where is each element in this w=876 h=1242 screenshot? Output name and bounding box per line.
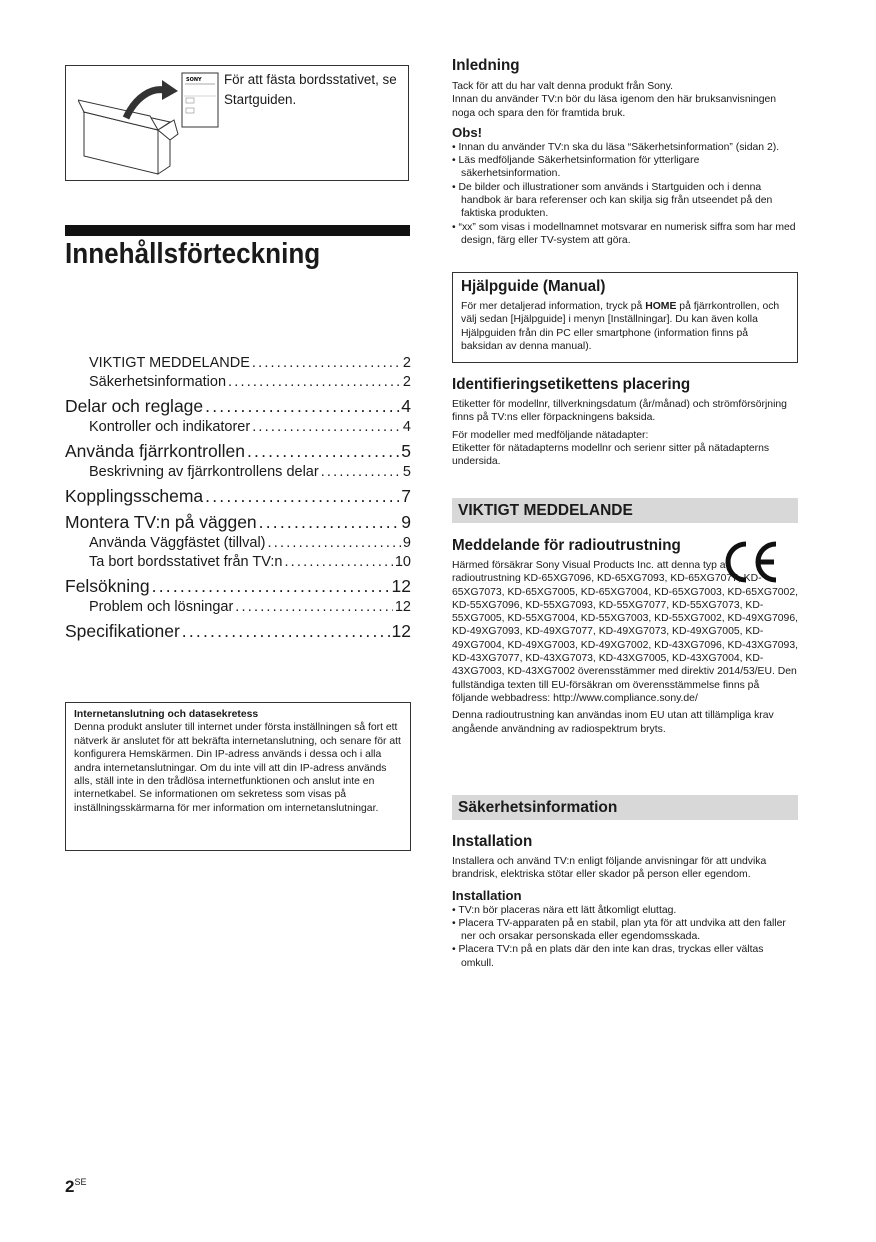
- toc-title-bar: [65, 225, 410, 236]
- privacy-notice-box: [65, 702, 411, 851]
- radio-equipment-paragraph-1: Härmed försäkrar Sony Visual Products Inc. att denna typ av radioutrustning KD-65XG7096, KD-65XG7093, KD-65XG7077, KD-65XG7073, KD-65XG7005, KD-65XG7004, KD-65XG7003, KD-65XG7002, KD-55XG7096, KD-55XG7093, KD-55XG7077, KD-55XG7073, KD-55XG7005, KD-55XG7004, KD-55XG7003, KD-55XG7002, KD-49XG7096, KD-49XG7093, KD-49XG7077, KD-49XG7073, KD-49XG7005, KD-49XG7004, KD-49XG7003, KD-49XG7002, KD-43XG7096, KD-43XG7093, KD-43XG7077, KD-43XG7073, KD-43XG7005, KD-43XG7004, KD-43XG7003, KD-43XG7002 överensstämmer med direktiv 2014/53/EU. Den fullständiga texten till EU-försäkran om överensstämmelse finns på följande webbadress: http://www.compliance.sony.de/: [452, 560, 798, 704]
- installation-list: [452, 904, 798, 970]
- important-notice-band: VIKTIGT MEDDELANDE: [452, 498, 798, 523]
- box-with-guide-illustration: [78, 70, 223, 178]
- toc-entry[interactable]: Säkerhetsinformation ..... 2: [65, 373, 411, 392]
- stand-note-box: [65, 65, 409, 181]
- obs-heading: Obs!: [452, 124, 483, 140]
- intro-section: [452, 56, 798, 247]
- installation-section: [452, 832, 798, 970]
- list-item: • De bilder och illustrationer som används i Startguiden och i denna handbok är bara referenser och kan skilja sig från utseendet på den faktiska produkten.: [452, 181, 798, 221]
- toc-entry[interactable]: Montera TV:n på väggen ..... 9: [65, 511, 411, 534]
- safety-info-band: Säkerhetsinformation: [452, 795, 798, 820]
- stand-note-text: För att fästa bordsstativet, se Startguiden.: [224, 72, 397, 107]
- toc-entry[interactable]: Delar och reglage ..... 4: [65, 395, 411, 418]
- toc-entry[interactable]: Använda Väggfästet (tillval) ..... 9: [65, 534, 411, 553]
- home-key-label: HOME: [645, 301, 677, 312]
- toc-entry[interactable]: Problem och lösningar ..... 12: [65, 598, 411, 617]
- toc-entry[interactable]: Använda fjärrkontrollen ..... 5: [65, 440, 411, 463]
- list-item: • Läs medföljande Säkerhetsinformation för ytterligare säkerhetsinformation.: [452, 154, 798, 181]
- intro-paragraph-2: Innan du använder TV:n bör du läsa igenom den här bruksanvisningen noga och spara den för framtida bruk.: [452, 94, 777, 119]
- privacy-body: Denna produkt ansluter till internet under första inställningen så fort ett nätverk är anslutet för att bekräfta internetanslutning, och senare för att konfigurera Hemskärmen. Din IP-adress används i dessa och i alla andra internetanslutningar. Om du inte vill att din IP-adress används alls, ställ inte in den trådlösa internetfunktionen och anslut inte en internetkabel. Se informationen om sekretess som visas på inställningsskärmarna för mer information om internetanslutningar.: [74, 722, 401, 814]
- radio-equipment-heading: Meddelande för radioutrustning: [452, 537, 681, 554]
- list-item: • Innan du använder TV:n ska du läsa “Säkerhetsinformation” (sidan 2).: [452, 141, 798, 154]
- privacy-title: Internetanslutning och datasekretess: [74, 709, 259, 720]
- intro-paragraph-1: Tack för att du har valt denna produkt från Sony.: [452, 81, 674, 92]
- intro-heading: Inledning: [452, 57, 520, 74]
- toc-entry[interactable]: Ta bort bordsstativet från TV:n ..... 10: [65, 553, 411, 572]
- label-placement-section: [452, 375, 798, 468]
- toc-title: Innehållsförteckning: [65, 238, 321, 270]
- toc-entry[interactable]: Kopplingsschema ..... 7: [65, 485, 411, 508]
- toc-entry[interactable]: Beskrivning av fjärrkontrollens delar ..... 5: [65, 463, 411, 482]
- help-guide-heading: Hjälpguide (Manual): [461, 278, 606, 295]
- ce-mark-icon: [722, 540, 780, 584]
- list-item: • Placera TV-apparaten på en stabil, plan yta för att undvika att den faller ner och orsakar personskada eller egendomsskada.: [452, 917, 798, 944]
- list-item: • TV:n bör placeras nära ett lätt åtkomligt eluttag.: [452, 904, 798, 917]
- toc-entry[interactable]: Felsökning ..... 12: [65, 575, 411, 598]
- installation-heading: Installation: [452, 833, 533, 850]
- label-placement-paragraph-2: För modeller med medföljande nätadapter:: [452, 429, 649, 441]
- obs-list: [452, 141, 798, 247]
- list-item: • Placera TV:n på en plats där den inte kan dras, tryckas eller vältas omkull.: [452, 943, 798, 970]
- radio-equipment-paragraph-2: Denna radioutrustning kan användas inom EU utan att tillämpliga krav angående användning av radiospektrum bryts.: [452, 710, 774, 735]
- table-of-contents: [65, 354, 411, 643]
- page-suffix: SE: [74, 1177, 87, 1187]
- help-guide-text: För mer detaljerad information, tryck på HOME på fjärrkontrollen, och välj sedan [Hjälpguide] i menyn [Inställningar]. Du kan även kolla Hjälpguiden från din PC eller smartphone (information finns på baksidan av denna manual).: [461, 301, 780, 352]
- list-item: • “xx” som visas i modellnamnet motsvarar en numerisk siffra som har med design, färg eller TV-system att göra.: [452, 221, 798, 248]
- label-placement-heading: Identifieringsetikettens placering: [452, 376, 691, 393]
- toc-entry[interactable]: VIKTIGT MEDDELANDE ..... 2: [65, 354, 411, 373]
- help-guide-box: [452, 272, 798, 363]
- label-placement-paragraph-3: Etiketter för nätadapterns modellnr och serienr sitter på nätadapterns undersida.: [452, 442, 770, 468]
- brand-label: SONY: [186, 77, 202, 83]
- installation-paragraph: Installera och använd TV:n enligt följande anvisningar för att undvika brandrisk, elektriska stötar eller skador på person eller egendom.: [452, 856, 767, 881]
- toc-entry[interactable]: Specifikationer ..... 12: [65, 620, 411, 643]
- installation-subheading: Installation: [452, 887, 522, 903]
- label-placement-paragraph-1: Etiketter för modellnr, tillverkningsdatum (år/månad) och strömförsörjning finns på TV:ns eller förpackningens baksida.: [452, 399, 787, 424]
- page-number: $2^{SE}$: [65, 1177, 87, 1196]
- toc-entry[interactable]: Kontroller och indikatorer ..... 4: [65, 418, 411, 437]
